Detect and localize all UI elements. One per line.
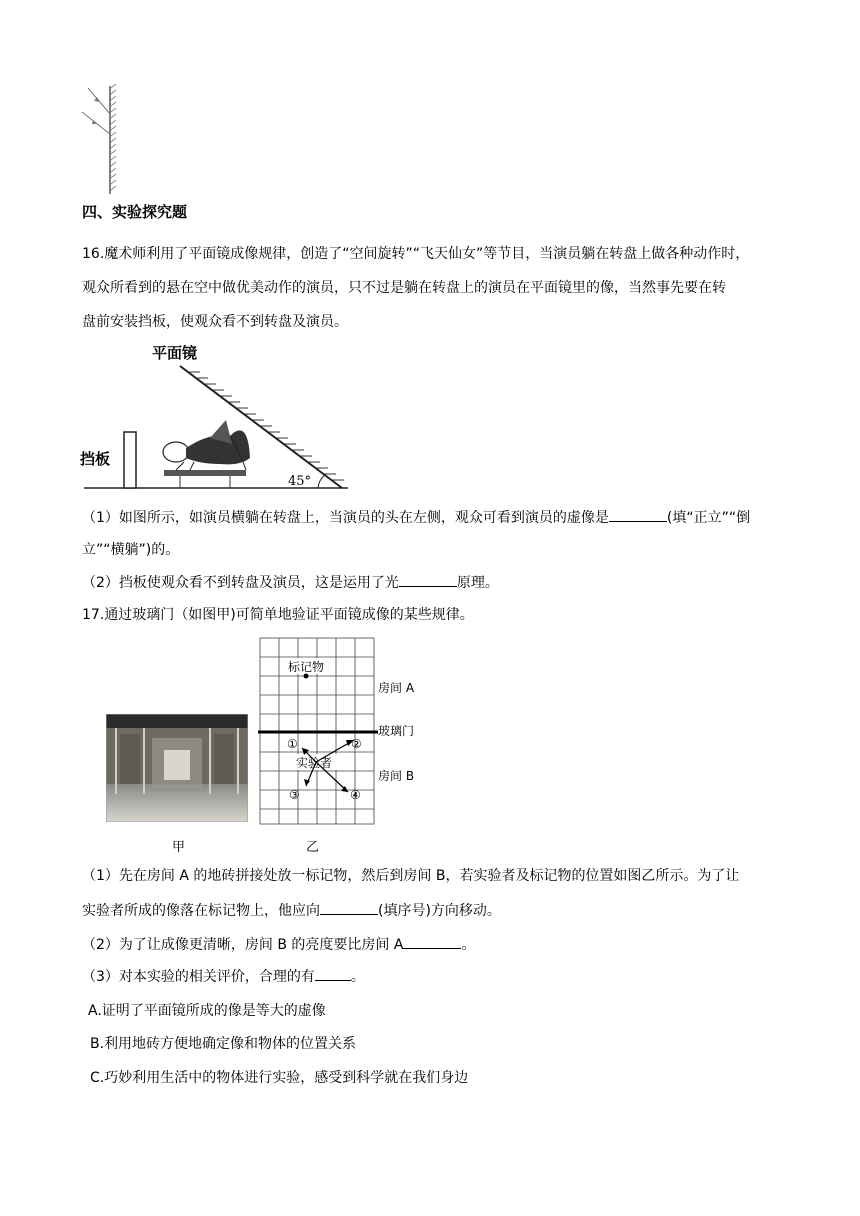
q16-text-line-2: 观众所看到的悬在空中做优美动作的演员，只不过是躺在转盘上的演员在平面镜里的像，当然事先要在转 [82,280,726,296]
section-title: 四、实验探究题 [82,203,188,221]
experimenter-label: 实验者 [296,756,333,770]
q17-option-b: B.利用地砖方便地确定像和物体的位置关系 [90,1036,357,1052]
marker-label: 标记物 [288,660,325,674]
direction-2-label: ② [351,737,362,751]
direction-3-label: ③ [289,788,300,802]
q16-sub1-line-1 [82,507,750,528]
q17-sub2-line [82,934,475,955]
room-b-label: 房间 B [378,769,415,783]
q17-answer-blank-2[interactable] [403,934,461,949]
q17-sub1-text-b: 实验者所成的像落在标记物上，他应向 [82,903,320,919]
grid-diagram [258,636,428,828]
direction-4-label: ④ [350,788,361,802]
q16-text-line-1: 16.魔术师利用了平面镜成像规律，创造了“空间旋转”“飞天仙女”等节目，当演员躺在转盘上做各种动作时， [82,246,750,262]
q17-answer-blank-3[interactable] [315,966,351,981]
glass-door-label: 玻璃门 [378,724,415,738]
q17-option-a: A.证明了平面镜所成的像是等大的虚像 [88,1003,326,1019]
figure-caption-yi: 乙 [306,840,320,855]
q17-sub2-text-a: （2）为了让成像更清晰，房间 B 的亮度要比房间 A [82,937,404,953]
board-label: 挡板 [80,450,111,468]
q16-sub2-text-a: （2）挡板使观众看不到转盘及演员，这是运用了光 [82,575,399,591]
q16-magic-figure [80,340,352,495]
q16-sub2-line [82,572,499,593]
angle-label: 45° [288,474,312,489]
q16-sub1-text-b: (填“正立”“倒 [666,510,751,526]
mirror-label: 平面镜 [152,344,198,362]
q17-sub1-line-1: （1）先在房间 A 的地砖拼接处放一标记物，然后到房间 B，若实验者及标记物的位置如图乙所示。为了让 [82,868,740,884]
q16-text-line-3: 盘前安装挡板，使观众看不到转盘及演员。 [82,314,348,330]
q17-sub3-line [82,966,365,987]
room-a-label: 房间 A [378,681,415,695]
q17-option-c: C.巧妙利用生活中的物体进行实验，感受到科学就在我们身边 [90,1070,469,1086]
direction-1-label: ① [287,737,298,751]
q16-sub1-text-a: （1）如图所示，如演员横躺在转盘上，当演员的头在左侧，观众可看到演员的虚像是 [82,510,609,526]
q17-sub3-text-b: 。 [350,969,365,985]
q17-text-line-1: 17.通过玻璃门（如图甲)可简单地验证平面镜成像的某些规律。 [82,607,474,623]
figure-caption-jia: 甲 [172,840,186,855]
q16-sub2-text-b: 原理。 [456,575,499,591]
q17-sub1-line-2 [82,900,501,921]
mirror-rays-figure [80,84,120,196]
q17-sub1-text-c: (填序号)方向移动。 [378,903,501,919]
glass-door-photo [106,714,248,822]
q17-sub3-text-a: （3）对本实验的相关评价，合理的有 [82,969,315,985]
q16-answer-blank-1[interactable] [609,507,667,522]
q17-answer-blank-1[interactable] [320,900,378,915]
q17-sub2-text-b: 。 [461,937,476,953]
q16-answer-blank-2[interactable] [399,572,457,587]
q16-sub1-line-2: 立”“横躺”)的。 [82,542,180,558]
